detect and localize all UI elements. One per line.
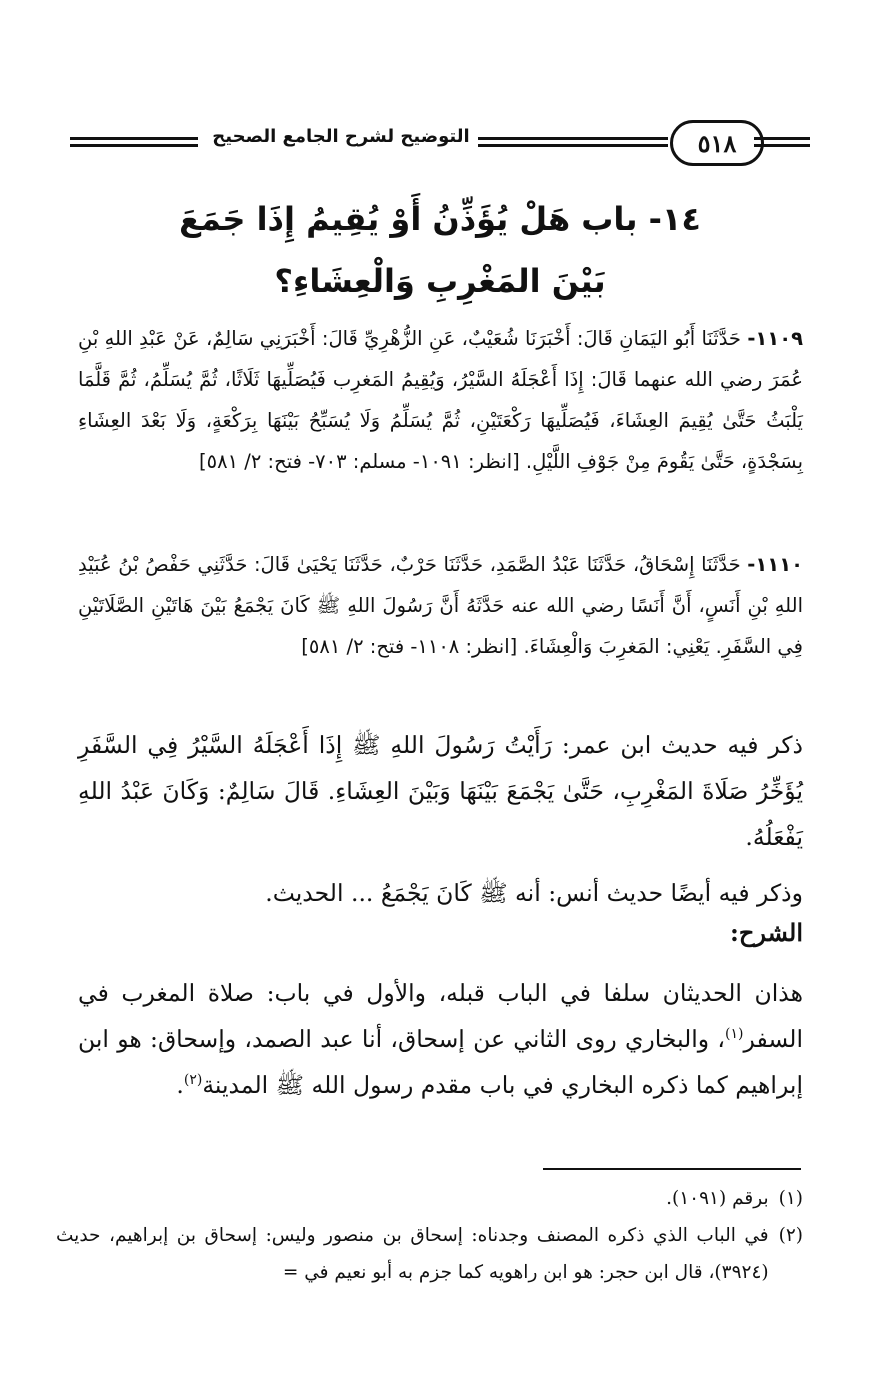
hadith-1109	[78, 318, 803, 482]
footnote-separator	[543, 1168, 801, 1170]
sharh-heading: الشرح:	[730, 918, 803, 947]
paragraph-text: هذان الحديثان سلفا في الباب قبله، والأول في باب: صلاة المغرب في السفر	[78, 979, 803, 1053]
footnote-ref-2[interactable]: (٢)	[183, 1072, 203, 1089]
chapter-title-line-1: ١٤- باب هَلْ يُؤَذِّنُ أَوْ يُقِيمُ إِذَا جَمَعَ	[179, 200, 701, 238]
footnote-ref-1[interactable]: (١)	[725, 1026, 744, 1043]
footnote-text: في الباب الذي ذكره المصنف وجدناه: إسحاق بن منصور وليس: إسحاق بن إبراهيم، حديث (٣٩٢٤)، قال ابن حجر: هو ابن راهويه كما جزم به أبو نعيم في =	[56, 1225, 769, 1283]
hadith-text: حَدَّثَنَا إِسْحَاقُ، حَدَّثَنَا عَبْدُ الصَّمَدِ، حَدَّثَنَا حَرْبٌ، حَدَّثَنَا يَحْيَىٰ قَالَ: حَدَّثَنِي حَفْصُ بْنُ عُبَيْدِ اللهِ بْنِ أَنَسٍ، أَنَّ أَنَسًا رضي الله عنه حَدَّثَهُ أَنَّ رَسُولَ اللهِ ﷺ كَانَ يَجْمَعُ بَيْنَ هَاتَيْنِ الصَّلَاتَيْنِ فِي السَّفَرِ. يَعْنِي: المَغرِبَ وَالْعِشَاءَ. [انظر: ١١٠٨- فتح: ٢/ ٥٨١]	[78, 553, 803, 658]
commentary-paragraph-3	[78, 970, 803, 1108]
commentary-paragraph-2: وذكر فيه أيضًا حديث أنس: أنه ﷺ كَانَ يَجْمَعُ ... الحديث.	[265, 879, 803, 907]
hadith-number: ١١١٠-	[747, 553, 803, 576]
hadith-number: ١١٠٩-	[747, 327, 804, 350]
page-header	[70, 118, 810, 166]
footnote-mark: (٢)	[778, 1225, 803, 1246]
chapter-title-line-2: بَيْنَ المَغْرِبِ وَالْعِشَاءِ؟	[274, 262, 606, 300]
footnote-text: برقم (١٠٩١).	[666, 1188, 769, 1209]
hadith-1110	[78, 544, 803, 667]
footnote-2	[56, 1217, 803, 1291]
page-number: ٥١٨	[670, 120, 764, 166]
paragraph-text: ، والبخاري روى الثاني عن إسحاق، أنا عبد الصمد، وإسحاق: هو ابن إبراهيم كما ذكره البخاري في باب مقدم رسول الله ﷺ المدينة	[78, 1025, 803, 1099]
hadith-text: حَدَّثَنَا أَبُو اليَمَانِ قَالَ: أَخْبَرَنَا شُعَيْبٌ، عَنِ الزُّهْرِيِّ قَالَ: أَخْبَرَنِي سَالِمٌ، عَنْ عَبْدِ اللهِ بْنِ عُمَرَ رضي الله عنهما قَالَ: إِذَا أَعْجَلَهُ السَّيْرُ، وَيُقِيمُ المَغرِب فَيُصَلِّيهَا ثَلَاثًا، ثُمَّ يُسَلِّمُ، ثُمَّ قَلَّمَا يَلْبَثُ حَتَّىٰ يُقِيمَ العِشَاءَ، فَيُصَلِّيهَا رَكْعَتَيْنِ، ثُمَّ يُسَلِّمُ وَلَا يُسَبِّحُ بَيْنَهَا بِرَكْعَةٍ، وَلَا بَعْدَ العِشَاءِ بِسَجْدَةٍ، حَتَّىٰ يَقُومَ مِنْ جَوْفِ اللَّيْلِ. [انظر: ١٠٩١- مسلم: ٧٠٣- فتح: ٢/ ٥٨١]	[78, 327, 803, 473]
footnote-mark: (١)	[778, 1188, 803, 1209]
chapter-title	[110, 188, 770, 312]
header-rule-middle	[478, 137, 668, 147]
header-rule-left	[70, 137, 198, 147]
running-title: التوضيح لشرح الجامع الصحيح	[212, 126, 470, 147]
footnotes	[56, 1180, 803, 1291]
header-rule-right	[754, 137, 810, 147]
footnote-1	[56, 1180, 803, 1217]
paragraph-text: .	[176, 1071, 184, 1099]
commentary-paragraph-1: ذكر فيه حديث ابن عمر: رَأَيْتُ رَسُولَ اللهِ ﷺ إِذَا أَعْجَلَهُ السَّيْرُ فِي السَّفَرِ يُؤَخِّرُ صَلَاةَ المَغْرِبِ، حَتَّىٰ يَجْمَعَ بَيْنَهَا وَبَيْنَ العِشَاءِ. قَالَ سَالِمٌ: وَكَانَ عَبْدُ اللهِ يَفْعَلُهُ.	[78, 731, 803, 851]
